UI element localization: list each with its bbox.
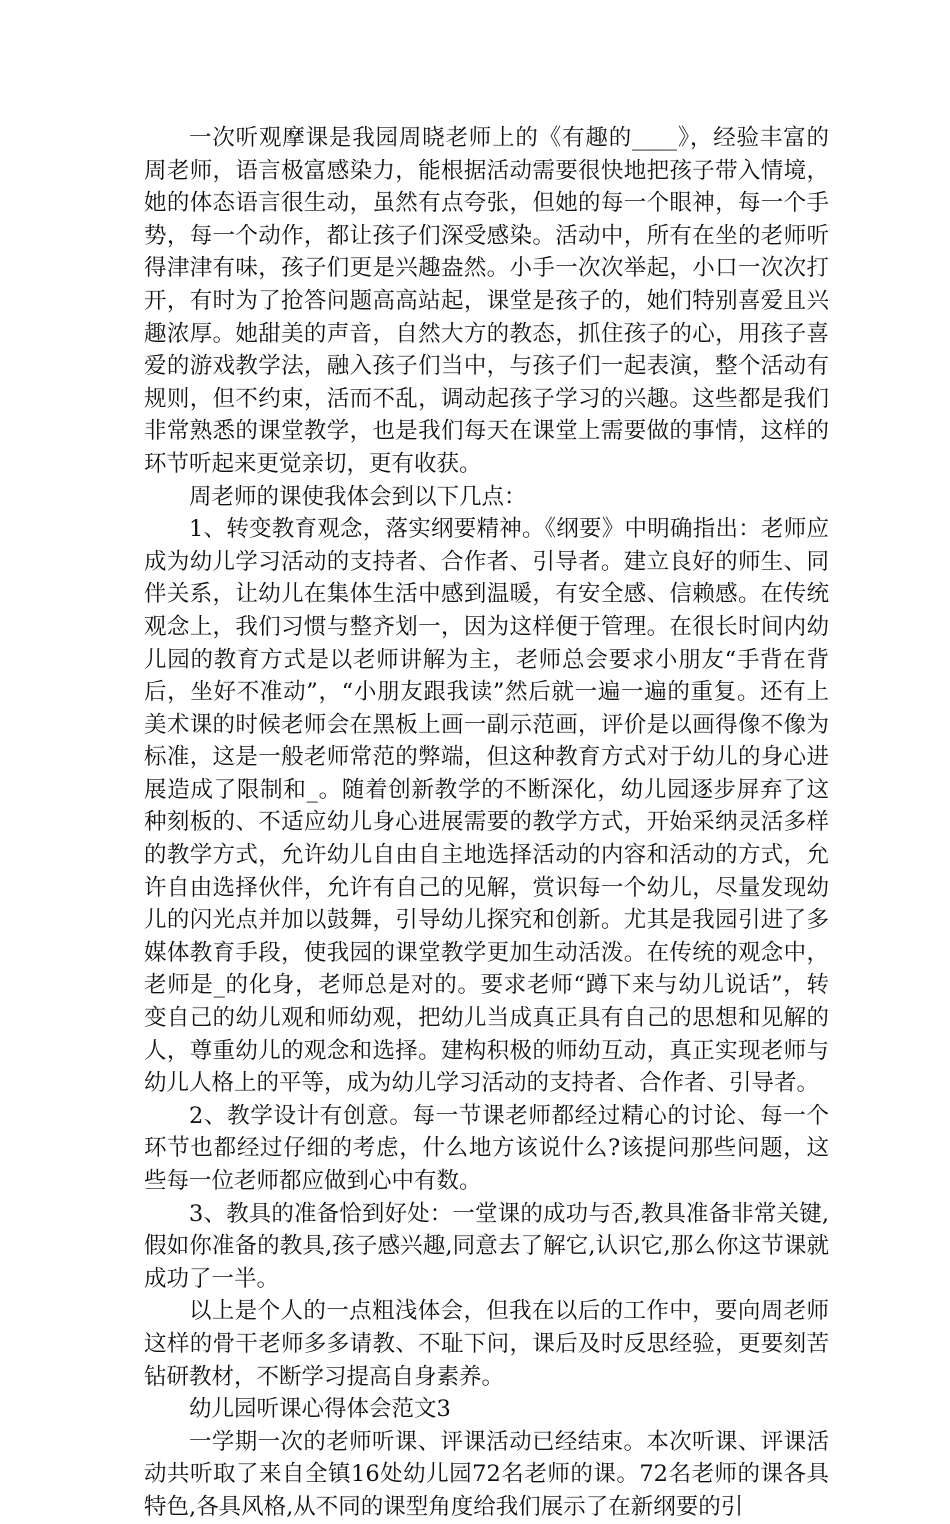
document-body — [144, 122, 829, 1524]
paragraph-point-3: 3、教具的准备恰到好处：一堂课的成功与否,教具准备非常关键,假如你准备的教具,孩子感兴趣,同意去了解它,认识它,那么你这节课就成功了一半。 — [144, 1200, 829, 1292]
paragraph-point-1: 1、转变教育观念，落实纲要精神。《纲要》中明确指出：老师应成为幼儿学习活动的支持者、合作者、引导者。建立良好的师生、同伴关系，让幼儿在集体生活中感到温暖，有安全感、信赖感。在传统观念上，我们习惯与整齐划一，因为这样便于管理。在很长时间内幼儿园的教育方式是以老师讲解为主，老师总会要求小朋友“手背在背后，坐好不准动”，“小朋友跟我读”然后就一遍一遍的重复。还有上美术课的时候老师会在黑板上画一副示范画，评价是以画得像不像为标准，这是一般老师常范的弊端，但这种教育方式对于幼儿的身心进展造成了限制和_。随着创新教学的不断深化，幼儿园逐步屏弃了这种刻板的、不适应幼儿身心进展需要的教学方式，开始采纳灵活多样的教学方式，允许幼儿自由自主地选择活动的内容和活动的方式，允许自由选择伙伴，允许有自己的见解，赏识每一个幼儿，尽量发现幼儿的闪光点并加以鼓舞，引导幼儿探究和创新。尤其是我园引进了多媒体教育手段，使我园的课堂教学更加生动活泼。在传统的观念中，老师是_的化身，老师总是对的。要求老师“蹲下来与幼儿说话”，转变自己的幼儿观和师幼观，把幼儿当成真正具有自己的思想和见解的人，尊重幼儿的观念和选择。建构积极的师幼互动，真正实现老师与幼儿人格上的平等，成为幼儿学习活动的支持者、合作者、引导者。 — [144, 516, 829, 1097]
paragraph-lessons-intro: 周老师的课使我体会到以下几点： — [189, 483, 527, 510]
section-heading: 幼儿园听课心得体会范文3 — [189, 1396, 451, 1423]
paragraph-conclusion: 以上是个人的一点粗浅体会，但我在以后的工作中，要向周老师这样的骨干老师多多请教、不耻下问，课后及时反思经验，更要刻苦钻研教材，不断学习提高自身素养。 — [144, 1298, 829, 1390]
paragraph-point-2: 2、教学设计有创意。每一节课老师都经过精心的讨论、每一个环节也都经过仔细的考虑，什么地方该说什么?该提问那些问题，这些每一位老师都应做到心中有数。 — [144, 1102, 829, 1194]
paragraph-observation-class: 一次听观摩课是我园周晓老师上的《有趣的____》，经验丰富的周老师，语言极富感染力，能根据活动需要很快地把孩子带入情境，她的体态语言很生动，虽然有点夸张，但她的每一个眼神，每一个手势，每一个动作，都让孩子们深受感染。活动中，所有在坐的老师听得津津有味，孩子们更是兴趣盎然。小手一次次举起，小口一次次打开，有时为了抢答问题高高站起，课堂是孩子的，她们特别喜爱且兴趣浓厚。她甜美的声音，自然大方的教态，抓住孩子的心，用孩子喜爱的游戏教学法，融入孩子们当中，与孩子们一起表演，整个活动有规则，但不约束，活而不乱，调动起孩子学习的兴趣。这些都是我们非常熟悉的课堂教学，也是我们每天在课堂上需要做的事情，这样的环节听起来更觉亲切，更有收获。 — [144, 125, 829, 477]
paragraph-section-3-intro: 一学期一次的老师听课、评课活动已经结束。本次听课、评课活动共听取了来自全镇16处幼儿园72名老师的课。72名老师的课各具特色,各具风格,从不同的课型角度给我们展示了在新纲要的引 — [144, 1428, 829, 1520]
